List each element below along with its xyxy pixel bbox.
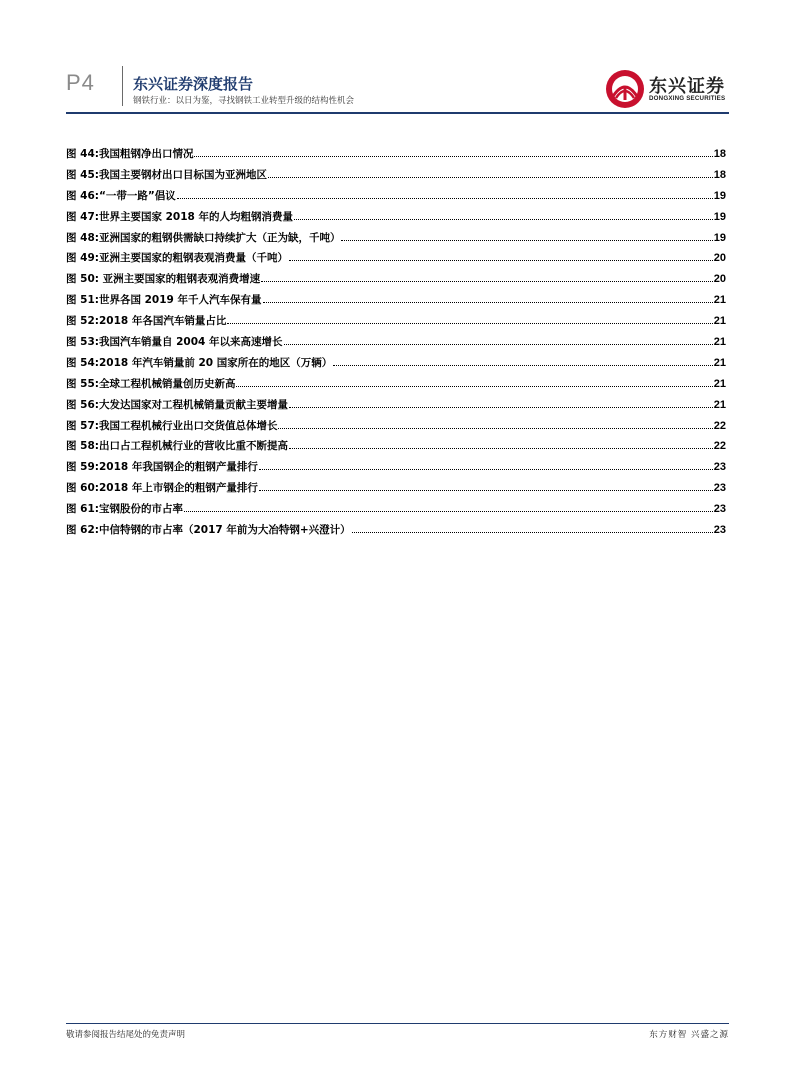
toc-entry-title: 图 45:我国主要钢材出口目标国为亚洲地区	[66, 168, 267, 181]
toc-dot-leader	[236, 385, 712, 387]
toc-entry[interactable]	[66, 480, 726, 501]
toc-dot-leader	[352, 531, 713, 533]
toc-entry-page: 22	[713, 419, 726, 432]
report-subtitle: 钢铁行业：以日为鉴，寻找钢铁工业转型升级的结构性机会	[133, 96, 355, 106]
toc-dot-leader	[289, 406, 713, 408]
footer-slogan: 东方财智 兴盛之源	[649, 1030, 729, 1040]
toc-entry[interactable]	[66, 230, 726, 251]
toc-dot-leader	[289, 259, 713, 261]
toc-entry[interactable]	[66, 167, 726, 188]
toc-dot-leader	[261, 280, 713, 282]
toc-entry-page: 21	[713, 294, 726, 307]
toc-dot-leader	[259, 489, 713, 491]
toc-dot-leader	[194, 155, 712, 157]
toc-entry[interactable]	[66, 438, 726, 459]
toc-entry-title: 图 61:宝钢股份的市占率	[66, 503, 183, 516]
toc-entry-title: 图 49:亚洲主要国家的粗钢表观消费量（千吨）	[66, 252, 288, 265]
toc-entry[interactable]	[66, 334, 726, 355]
logo-chinese-name: 东兴证券	[649, 76, 725, 97]
toc-entry-page: 21	[713, 315, 726, 328]
dongxing-logo-icon	[604, 68, 646, 110]
logo-english-name: DONGXING SECURITIES	[649, 95, 726, 102]
toc-entry-title: 图 58:出口占工程机械行业的营收比重不断提高	[66, 440, 288, 453]
toc-dot-leader	[263, 301, 713, 303]
footer-rule	[66, 1023, 729, 1024]
toc-dot-leader	[294, 218, 713, 220]
toc-entry-page: 18	[713, 148, 726, 160]
toc-entry-title: 图 52:2018 年各国汽车销量占比	[66, 315, 227, 328]
figure-list	[66, 146, 726, 543]
toc-dot-leader	[341, 239, 712, 241]
header-divider	[122, 66, 123, 106]
toc-entry[interactable]	[66, 355, 726, 376]
toc-entry-page: 21	[713, 377, 726, 390]
toc-entry[interactable]	[66, 188, 726, 209]
toc-entry-title: 图 44:我国粗钢净出口情况	[66, 148, 194, 160]
toc-entry[interactable]	[66, 397, 726, 418]
toc-entry-page: 20	[713, 252, 726, 265]
toc-entry-page: 23	[713, 503, 726, 516]
footer-disclaimer: 敬请参阅报告结尾处的免责声明	[66, 1030, 186, 1040]
toc-entry-title: 图 57:我国工程机械行业出口交货值总体增长	[66, 419, 278, 432]
toc-entry[interactable]	[66, 418, 726, 439]
toc-entry-title: 图 46:“一带一路”倡议	[66, 189, 176, 202]
toc-entry[interactable]	[66, 271, 726, 292]
toc-entry-title: 图 56:大发达国家对工程机械销量贡献主要增量	[66, 398, 288, 411]
toc-entry-page: 21	[713, 336, 726, 349]
toc-entry[interactable]	[66, 522, 726, 543]
toc-entry[interactable]	[66, 146, 726, 167]
toc-entry-page: 23	[713, 524, 726, 537]
toc-entry-page: 22	[713, 440, 726, 453]
toc-entry[interactable]	[66, 459, 726, 480]
toc-dot-leader	[278, 427, 712, 429]
toc-entry-page: 23	[713, 461, 726, 474]
header-rule	[66, 112, 729, 114]
toc-entry-title: 图 55:全球工程机械销量创历史新高	[66, 377, 236, 390]
toc-entry-title: 图 53:我国汽车销量自 2004 年以来高速增长	[66, 336, 283, 349]
toc-dot-leader	[333, 364, 712, 366]
toc-entry-page: 23	[713, 482, 726, 495]
toc-dot-leader	[289, 447, 713, 449]
toc-entry-title: 图 47:世界主要国家 2018 年的人均粗钢消费量	[66, 210, 294, 223]
toc-entry-title: 图 48:亚洲国家的粗钢供需缺口持续扩大（正为缺，千吨）	[66, 231, 341, 244]
toc-entry-page: 21	[713, 356, 726, 369]
toc-entry-page: 20	[713, 273, 726, 286]
report-type-title: 东兴证券深度报告	[133, 75, 254, 93]
toc-entry-page: 18	[713, 168, 726, 181]
toc-entry[interactable]	[66, 376, 726, 397]
toc-entry[interactable]	[66, 250, 726, 271]
toc-entry-title: 图 50: 亚洲主要国家的粗钢表观消费增速	[66, 273, 261, 286]
toc-entry-page: 19	[713, 231, 726, 244]
toc-entry[interactable]	[66, 313, 726, 334]
toc-dot-leader	[259, 468, 713, 470]
toc-entry-title: 图 54:2018 年汽车销量前 20 国家所在的地区（万辆）	[66, 356, 333, 369]
toc-entry[interactable]	[66, 292, 726, 313]
toc-entry-title: 图 59:2018 年我国钢企的粗钢产量排行	[66, 461, 258, 474]
company-logo	[604, 68, 729, 110]
toc-entry-page: 21	[713, 398, 726, 411]
toc-entry-title: 图 62:中信特钢的市占率（2017 年前为大冶特钢+兴澄计）	[66, 524, 351, 537]
toc-entry-title: 图 51:世界各国 2019 年千人汽车保有量	[66, 294, 262, 307]
toc-dot-leader	[284, 343, 713, 345]
page-number: P4	[66, 70, 95, 95]
toc-entry-page: 19	[713, 210, 726, 223]
toc-entry-page: 19	[713, 189, 726, 202]
toc-dot-leader	[177, 197, 713, 199]
toc-dot-leader	[184, 510, 713, 512]
toc-entry[interactable]	[66, 501, 726, 522]
toc-dot-leader	[227, 322, 712, 324]
toc-entry[interactable]	[66, 209, 726, 230]
toc-dot-leader	[268, 176, 713, 178]
toc-entry-title: 图 60:2018 年上市钢企的粗钢产量排行	[66, 482, 258, 495]
